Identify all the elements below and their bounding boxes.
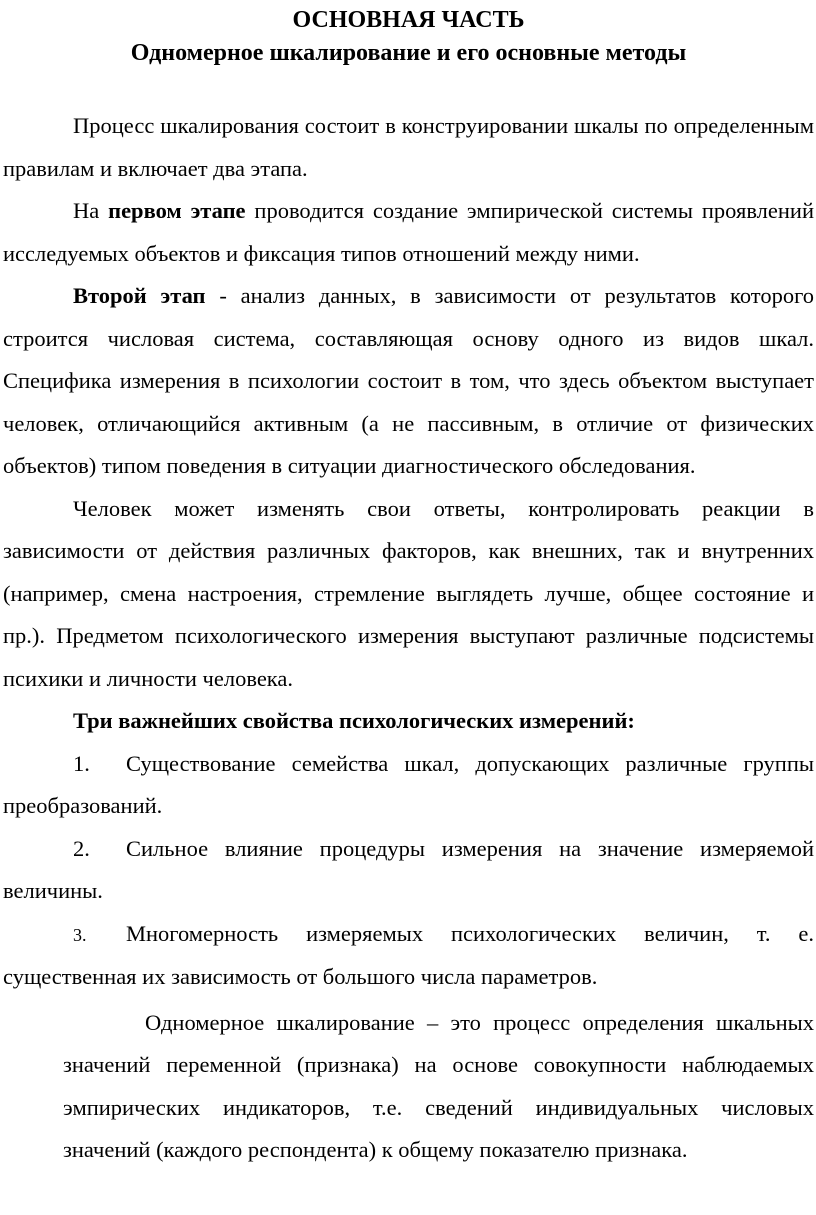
second-stage-term: Второй этап: [73, 283, 206, 308]
second-stage-text: - анализ данных, в зависимости от результатов которого строится числовая система, составляющая основу одного из видов шкал. Специфика измерения в психологии состоит в том, что здесь объектом выступает человек, отличающийся активным (а не пассивным, в отличие от физических объектов) типом поведения в ситуации диагностического обследования.: [3, 283, 814, 478]
paragraph-human-responses: Человек может изменять свои ответы, контролировать реакции в зависимости от действия различных факторов, как внешних, так и внутренних (например, смена настроения, стремление выглядеть лучше, общее состояние и пр.). Предметом психологического измерения выступают различные подсистемы психики и личности человека.: [3, 495, 814, 691]
page-title: ОСНОВНАЯ ЧАСТЬ: [292, 7, 525, 33]
paragraph-scaling-process: Процесс шкалирования состоит в конструировании шкалы по определенным правилам и включает два этапа.: [3, 113, 814, 181]
property-text: Существование семейства шкал, допускающих различные группы преобразований.: [3, 750, 814, 818]
paragraph-first-stage: [3, 190, 814, 275]
property-item-3: [3, 913, 814, 999]
definition-paragraph: Одномерное шкалирование – это процесс определения шкальных значений переменной (признака) на основе совокупности наблюдаемых эмпирических индикаторов, т.е. сведений индивидуальных числовых значений (каждого респондента) к общему показателю признака.: [63, 1009, 814, 1162]
first-stage-term: первом этапе: [108, 198, 246, 223]
section-subtitle: Одномерное шкалирование и его основные методы: [130, 40, 687, 66]
property-number: 3.: [73, 924, 87, 945]
property-text: Сильное влияние процедуры измерения на значение измеряемой величины.: [3, 835, 814, 903]
paragraph-second-stage: [3, 275, 814, 488]
property-item-1: [3, 743, 814, 828]
property-item-2: [3, 828, 814, 913]
first-stage-pre: На: [73, 198, 109, 223]
properties-heading: Три важнейших свойства психологических измерений:: [73, 708, 635, 733]
property-text: Многомерность измеряемых психологических величин, т. е. существенная их зависимость от большого числа параметров.: [3, 920, 814, 989]
property-number: 1.: [73, 750, 90, 776]
first-stage-text: проводится создание эмпирической системы проявлений исследуемых объектов и фиксация типов отношений между ними.: [3, 198, 814, 266]
property-number: 2.: [73, 835, 90, 861]
